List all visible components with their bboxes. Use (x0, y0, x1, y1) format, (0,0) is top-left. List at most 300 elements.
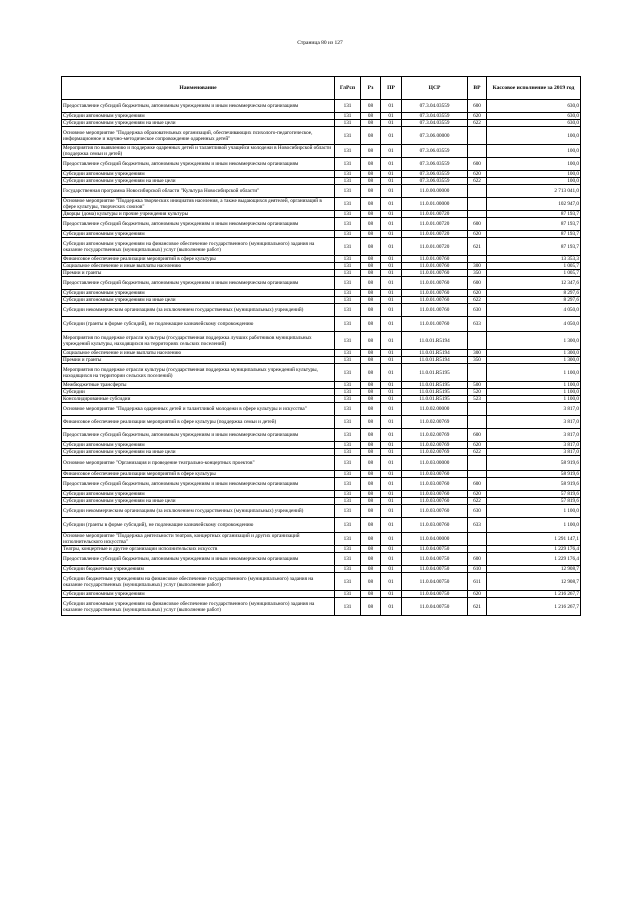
cell-name: Премии и гранты (62, 357, 335, 364)
cell-glrsp: 131 (335, 198, 361, 211)
cell-pr: 01 (381, 304, 402, 317)
table-row (62, 158, 581, 171)
cell-name: Субсидии некоммерческим организациям (за исключением государственных (муниципальных) учреждений) (62, 304, 335, 317)
cell-vr: 523 (468, 396, 487, 403)
cell-csr: 07.3.04.03559 (402, 120, 468, 127)
cell-name: Мероприятия по поддержке отрасли культуры (государственная поддержка муниципальных учреждений культуры, находящихся на территории сельских поселений) (62, 364, 335, 382)
cell-rz: 08 (361, 231, 381, 238)
cell-csr: 11.0.01.00760 (402, 277, 468, 290)
page-number: Страница 80 из 127 (297, 40, 343, 46)
cell-rz: 08 (361, 396, 381, 403)
cell-rz: 08 (361, 591, 381, 598)
cell-pr: 01 (381, 573, 402, 591)
cell-csr: 07.3.06.03559 (402, 171, 468, 178)
cell-csr: 11.0.01.R5194 (402, 357, 468, 364)
cell-amount: 57 819,6 (487, 498, 581, 505)
cell-rz: 08 (361, 218, 381, 231)
cell-rz: 08 (361, 456, 381, 471)
cell-vr (468, 546, 487, 553)
cell-rz: 08 (361, 566, 381, 573)
cell-name: Социальное обеспечение и иные выплаты населению (62, 263, 335, 270)
cell-csr: 11.0.02.00769 (402, 429, 468, 442)
cell-pr: 01 (381, 566, 402, 573)
cell-glrsp: 131 (335, 396, 361, 403)
cell-glrsp: 131 (335, 270, 361, 277)
cell-csr: 11.0.01.00760 (402, 270, 468, 277)
cell-glrsp: 131 (335, 416, 361, 429)
cell-amount: 630,0 (487, 100, 581, 113)
cell-vr: 620 (468, 231, 487, 238)
header-amount: Кассовое исполнение за 2019 год (487, 77, 581, 100)
cell-amount: 87 193,7 (487, 218, 581, 231)
header-vr: ВР (468, 77, 487, 100)
cell-pr: 01 (381, 518, 402, 533)
cell-rz: 08 (361, 403, 381, 416)
table-row (62, 317, 581, 332)
cell-name: Финансовое обеспечение реализации мероприятий в сфере культуры (поддержка семьи и детей) (62, 416, 335, 429)
cell-amount: 100,0 (487, 145, 581, 158)
cell-glrsp: 131 (335, 382, 361, 389)
cell-name: Предоставление субсидий бюджетным, автономным учреждениям и иным некоммерческим организациям (62, 478, 335, 491)
cell-csr: 11.0.02.00769 (402, 449, 468, 456)
cell-name: Субсидии автономным учреждениям (62, 290, 335, 297)
cell-rz: 08 (361, 290, 381, 297)
cell-csr: 11.0.03.00000 (402, 456, 468, 471)
cell-vr (468, 145, 487, 158)
cell-amount: 12 908,7 (487, 566, 581, 573)
table-row (62, 396, 581, 403)
cell-vr: 620 (468, 290, 487, 297)
cell-pr: 01 (381, 416, 402, 429)
cell-csr: 11.0.02.00000 (402, 403, 468, 416)
cell-name: Межбюджетные трансферты (62, 382, 335, 389)
cell-glrsp: 131 (335, 350, 361, 357)
cell-csr: 07.3.06.03559 (402, 145, 468, 158)
table-row (62, 505, 581, 518)
cell-amount: 630,0 (487, 120, 581, 127)
cell-pr: 01 (381, 449, 402, 456)
cell-glrsp: 131 (335, 290, 361, 297)
cell-csr: 11.0.01.00760 (402, 317, 468, 332)
cell-name: Мероприятия по поддержке отрасли культуры (государственная поддержка лучших работников муниципальных учреждений культуры, находящихся на территориях сельских поселений) (62, 332, 335, 350)
cell-vr (468, 198, 487, 211)
cell-rz: 08 (361, 171, 381, 178)
cell-name: Субсидии (гранты в форме субсидий), не подлежащие казначейскому сопровождению (62, 518, 335, 533)
cell-rz: 08 (361, 416, 381, 429)
cell-rz: 08 (361, 505, 381, 518)
cell-rz: 08 (361, 113, 381, 120)
cell-pr: 01 (381, 120, 402, 127)
cell-pr: 01 (381, 297, 402, 304)
cell-csr: 11.0.01.R5195 (402, 396, 468, 403)
cell-csr: 11.0.03.00760 (402, 471, 468, 478)
cell-name: Финансовое обеспечение реализации мероприятий в сфере культуры (62, 256, 335, 263)
cell-glrsp: 131 (335, 566, 361, 573)
cell-pr: 01 (381, 332, 402, 350)
cell-vr: 621 (468, 238, 487, 256)
cell-rz: 08 (361, 158, 381, 171)
cell-name: Субсидии автономным учреждениям на финансовое обеспечение государственного (муниципального) задания на оказание государственных (муниципальных) услуг (выполнение работ) (62, 598, 335, 616)
cell-glrsp: 131 (335, 332, 361, 350)
cell-rz: 08 (361, 573, 381, 591)
cell-pr: 01 (381, 350, 402, 357)
cell-vr: 600 (468, 553, 487, 566)
table-row (62, 270, 581, 277)
cell-name: Основное мероприятие "Поддержка деятельности театров, концертных организаций и других организаций исполнительского искусства" (62, 533, 335, 546)
cell-name: Дворцы (дома) культуры и прочие учреждения культуры (62, 211, 335, 218)
cell-glrsp: 131 (335, 518, 361, 533)
table-row (62, 553, 581, 566)
cell-name: Субсидии автономным учреждениям на иные цели (62, 178, 335, 185)
cell-vr: 350 (468, 357, 487, 364)
cell-pr: 01 (381, 471, 402, 478)
cell-name: Социальное обеспечение и иные выплаты населению (62, 350, 335, 357)
cell-csr: 11.0.04.00750 (402, 553, 468, 566)
cell-rz: 08 (361, 364, 381, 382)
cell-name: Консолидированные субсидии (62, 396, 335, 403)
cell-rz: 08 (361, 518, 381, 533)
cell-vr (468, 471, 487, 478)
cell-vr: 622 (468, 498, 487, 505)
table-row (62, 566, 581, 573)
cell-pr: 01 (381, 498, 402, 505)
cell-name: Предоставление субсидий бюджетным, автономным учреждениям и иным некоммерческим организациям (62, 277, 335, 290)
cell-rz: 08 (361, 442, 381, 449)
cell-glrsp: 131 (335, 442, 361, 449)
table-row (62, 120, 581, 127)
cell-amount: 87 193,7 (487, 231, 581, 238)
cell-vr: 633 (468, 518, 487, 533)
cell-vr: 620 (468, 591, 487, 598)
table-row (62, 546, 581, 553)
cell-name: Субсидии автономным учреждениям (62, 591, 335, 598)
cell-glrsp: 131 (335, 553, 361, 566)
cell-amount: 87 193,7 (487, 238, 581, 256)
cell-rz: 08 (361, 498, 381, 505)
cell-pr: 01 (381, 211, 402, 218)
cell-glrsp: 131 (335, 178, 361, 185)
cell-glrsp: 131 (335, 591, 361, 598)
cell-csr: 11.0.02.00769 (402, 442, 468, 449)
cell-rz: 08 (361, 449, 381, 456)
cell-vr: 622 (468, 449, 487, 456)
cell-amount: 87 193,7 (487, 211, 581, 218)
cell-rz: 08 (361, 382, 381, 389)
cell-glrsp: 131 (335, 546, 361, 553)
cell-pr: 01 (381, 317, 402, 332)
cell-rz: 08 (361, 127, 381, 145)
cell-amount: 100,0 (487, 178, 581, 185)
cell-csr: 11.0.01.R5194 (402, 350, 468, 357)
cell-name: Субсидии автономным учреждениям на иные цели (62, 120, 335, 127)
cell-glrsp: 131 (335, 100, 361, 113)
table-row (62, 304, 581, 317)
cell-name: Субсидии бюджетным учреждениям на финансовое обеспечение государственного (муниципального) задания на оказание государственных (муниципальных) услуг (выполнение работ) (62, 573, 335, 591)
cell-glrsp: 131 (335, 231, 361, 238)
cell-pr: 01 (381, 270, 402, 277)
cell-glrsp: 131 (335, 449, 361, 456)
cell-glrsp: 131 (335, 297, 361, 304)
table-row (62, 256, 581, 263)
cell-vr (468, 211, 487, 218)
cell-csr: 11.0.01.R5195 (402, 389, 468, 396)
cell-name: Субсидии (гранты в форме субсидий), не подлежащие казначейскому сопровождению (62, 317, 335, 332)
table-row (62, 478, 581, 491)
cell-amount: 100,0 (487, 127, 581, 145)
cell-name: Субсидии автономным учреждениям (62, 442, 335, 449)
cell-vr (468, 403, 487, 416)
cell-rz: 08 (361, 120, 381, 127)
cell-name: Субсидии автономным учреждениям (62, 113, 335, 120)
cell-csr: 11.0.01.00760 (402, 297, 468, 304)
cell-glrsp: 131 (335, 389, 361, 396)
cell-vr: 630 (468, 304, 487, 317)
cell-amount: 57 819,6 (487, 491, 581, 498)
cell-vr (468, 256, 487, 263)
cell-glrsp: 131 (335, 498, 361, 505)
cell-csr: 11.0.01.00760 (402, 304, 468, 317)
cell-pr: 01 (381, 127, 402, 145)
table-row (62, 127, 581, 145)
cell-csr: 11.0.01.00720 (402, 211, 468, 218)
cell-csr: 07.3.04.03559 (402, 100, 468, 113)
cell-amount: 58 919,6 (487, 478, 581, 491)
cell-pr: 01 (381, 403, 402, 416)
table-row (62, 297, 581, 304)
cell-pr: 01 (381, 158, 402, 171)
cell-pr: 01 (381, 100, 402, 113)
cell-pr: 01 (381, 364, 402, 382)
cell-amount: 3 817,0 (487, 416, 581, 429)
cell-csr: 11.0.01.R5195 (402, 364, 468, 382)
cell-pr: 01 (381, 277, 402, 290)
table-row (62, 389, 581, 396)
cell-name: Субсидии автономным учреждениям на финансовое обеспечение государственного (муниципального) задания на оказание государственных (муниципальных) услуг (выполнение работ) (62, 238, 335, 256)
table-row (62, 185, 581, 198)
cell-amount: 1 100,0 (487, 396, 581, 403)
cell-pr: 01 (381, 442, 402, 449)
cell-pr: 01 (381, 218, 402, 231)
table-row (62, 591, 581, 598)
cell-vr: 622 (468, 297, 487, 304)
cell-amount: 58 919,6 (487, 471, 581, 478)
cell-csr: 11.0.04.00750 (402, 546, 468, 553)
cell-csr: 11.0.04.00750 (402, 591, 468, 598)
cell-vr: 300 (468, 263, 487, 270)
table-row (62, 332, 581, 350)
cell-pr: 01 (381, 553, 402, 566)
cell-csr: 07.3.06.00000 (402, 127, 468, 145)
table-row (62, 263, 581, 270)
cell-glrsp: 131 (335, 491, 361, 498)
cell-vr (468, 127, 487, 145)
cell-glrsp: 131 (335, 127, 361, 145)
cell-vr: 620 (468, 171, 487, 178)
cell-name: Мероприятия по выявлению и поддержке одаренных детей и талантливой учащейся молодежи в Новосибирской области (поддержка семьи и детей) (62, 145, 335, 158)
cell-glrsp: 131 (335, 598, 361, 616)
cell-pr: 01 (381, 382, 402, 389)
cell-csr: 11.0.03.00760 (402, 491, 468, 498)
cell-vr (468, 364, 487, 382)
cell-glrsp: 131 (335, 505, 361, 518)
cell-csr: 11.0.01.R5194 (402, 332, 468, 350)
cell-rz: 08 (361, 598, 381, 616)
cell-vr: 600 (468, 277, 487, 290)
cell-vr: 600 (468, 218, 487, 231)
header-glrsp: ГлРсп (335, 77, 361, 100)
cell-amount: 4 050,0 (487, 304, 581, 317)
cell-csr: 11.0.01.00000 (402, 198, 468, 211)
cell-vr: 621 (468, 598, 487, 616)
table-row (62, 598, 581, 616)
table-row (62, 449, 581, 456)
cell-glrsp: 131 (335, 317, 361, 332)
cell-csr: 11.0.03.00760 (402, 518, 468, 533)
cell-amount: 1 300,0 (487, 332, 581, 350)
cell-amount: 13 353,3 (487, 256, 581, 263)
cell-csr: 11.0.01.00760 (402, 290, 468, 297)
cell-rz: 08 (361, 429, 381, 442)
cell-rz: 08 (361, 238, 381, 256)
cell-rz: 08 (361, 297, 381, 304)
cell-name: Предоставление субсидий бюджетным, автономным учреждениям и иным некоммерческим организациям (62, 100, 335, 113)
cell-rz: 08 (361, 389, 381, 396)
table-row (62, 456, 581, 471)
cell-vr: 620 (468, 113, 487, 120)
cell-name: Субсидии автономным учреждениям (62, 171, 335, 178)
cell-pr: 01 (381, 546, 402, 553)
table-row (62, 171, 581, 178)
table-row (62, 403, 581, 416)
cell-glrsp: 131 (335, 185, 361, 198)
cell-name: Субсидии (62, 389, 335, 396)
cell-name: Субсидии бюджетным учреждениям (62, 566, 335, 573)
cell-csr: 11.0.01.00720 (402, 238, 468, 256)
cell-rz: 08 (361, 491, 381, 498)
cell-amount: 1 229 176,4 (487, 553, 581, 566)
cell-amount: 1 100,0 (487, 364, 581, 382)
cell-glrsp: 131 (335, 364, 361, 382)
cell-name: Субсидии автономным учреждениям на иные цели (62, 449, 335, 456)
table-row (62, 178, 581, 185)
cell-csr: 07.3.06.03559 (402, 158, 468, 171)
cell-rz: 08 (361, 317, 381, 332)
cell-name: Основное мероприятие "Поддержка образовательных организаций, обеспечивающих психолого-педагогическое, информационное и научно-методическое сопровождение одаренных детей" (62, 127, 335, 145)
cell-vr: 630 (468, 505, 487, 518)
cell-pr: 01 (381, 238, 402, 256)
cell-pr: 01 (381, 171, 402, 178)
cell-rz: 08 (361, 100, 381, 113)
table-row (62, 350, 581, 357)
cell-pr: 01 (381, 198, 402, 211)
cell-csr: 11.0.01.R5195 (402, 382, 468, 389)
table-row (62, 113, 581, 120)
table-row (62, 498, 581, 505)
cell-rz: 08 (361, 211, 381, 218)
cell-amount: 1 229 176,4 (487, 546, 581, 553)
cell-pr: 01 (381, 389, 402, 396)
header-csr: ЦСР (402, 77, 468, 100)
cell-amount: 12 347,6 (487, 277, 581, 290)
table-row (62, 518, 581, 533)
cell-amount: 8 297,6 (487, 297, 581, 304)
cell-vr (468, 533, 487, 546)
cell-pr: 01 (381, 591, 402, 598)
cell-vr: 600 (468, 158, 487, 171)
cell-vr: 520 (468, 389, 487, 396)
cell-rz: 08 (361, 304, 381, 317)
cell-rz: 08 (361, 533, 381, 546)
cell-rz: 08 (361, 478, 381, 491)
table-row (62, 100, 581, 113)
cell-amount: 1 216 267,7 (487, 591, 581, 598)
cell-csr: 11.0.01.00720 (402, 218, 468, 231)
table-row (62, 277, 581, 290)
cell-csr: 11.0.04.00000 (402, 533, 468, 546)
cell-csr: 07.3.04.03559 (402, 113, 468, 120)
table-row (62, 290, 581, 297)
cell-glrsp: 131 (335, 256, 361, 263)
cell-pr: 01 (381, 396, 402, 403)
cell-amount: 1 100,0 (487, 389, 581, 396)
cell-glrsp: 131 (335, 211, 361, 218)
cell-pr: 01 (381, 357, 402, 364)
cell-vr (468, 332, 487, 350)
cell-vr: 611 (468, 573, 487, 591)
cell-amount: 1 005,7 (487, 270, 581, 277)
cell-rz: 08 (361, 471, 381, 478)
cell-pr: 01 (381, 256, 402, 263)
cell-amount: 1 100,0 (487, 382, 581, 389)
cell-amount: 2 713 041,0 (487, 185, 581, 198)
table-row (62, 211, 581, 218)
cell-name: Субсидии автономным учреждениям (62, 491, 335, 498)
cell-amount: 102 947,0 (487, 198, 581, 211)
cell-rz: 08 (361, 270, 381, 277)
cell-amount: 3 817,0 (487, 429, 581, 442)
cell-csr: 11.0.04.00750 (402, 573, 468, 591)
header-name: Наименование (62, 77, 335, 100)
cell-glrsp: 131 (335, 158, 361, 171)
table-row (62, 231, 581, 238)
table-row (62, 491, 581, 498)
cell-amount: 58 919,6 (487, 456, 581, 471)
table-row (62, 573, 581, 591)
cell-name: Премии и гранты (62, 270, 335, 277)
cell-pr: 01 (381, 178, 402, 185)
cell-csr: 11.0.01.00720 (402, 231, 468, 238)
cell-csr: 11.0.02.00769 (402, 416, 468, 429)
cell-amount: 1 216 267,7 (487, 598, 581, 616)
cell-amount: 1 005,7 (487, 263, 581, 270)
cell-rz: 08 (361, 145, 381, 158)
cell-csr: 11.0.04.00750 (402, 566, 468, 573)
cell-rz: 08 (361, 185, 381, 198)
cell-glrsp: 131 (335, 478, 361, 491)
header-pr: ПР (381, 77, 402, 100)
table-row (62, 533, 581, 546)
cell-rz: 08 (361, 357, 381, 364)
cell-csr: 11.0.03.00760 (402, 498, 468, 505)
cell-amount: 1 300,0 (487, 350, 581, 357)
cell-vr (468, 185, 487, 198)
cell-amount: 630,0 (487, 113, 581, 120)
cell-rz: 08 (361, 350, 381, 357)
table-row (62, 364, 581, 382)
cell-rz: 08 (361, 263, 381, 270)
table-header-row (62, 77, 581, 100)
table-row (62, 442, 581, 449)
